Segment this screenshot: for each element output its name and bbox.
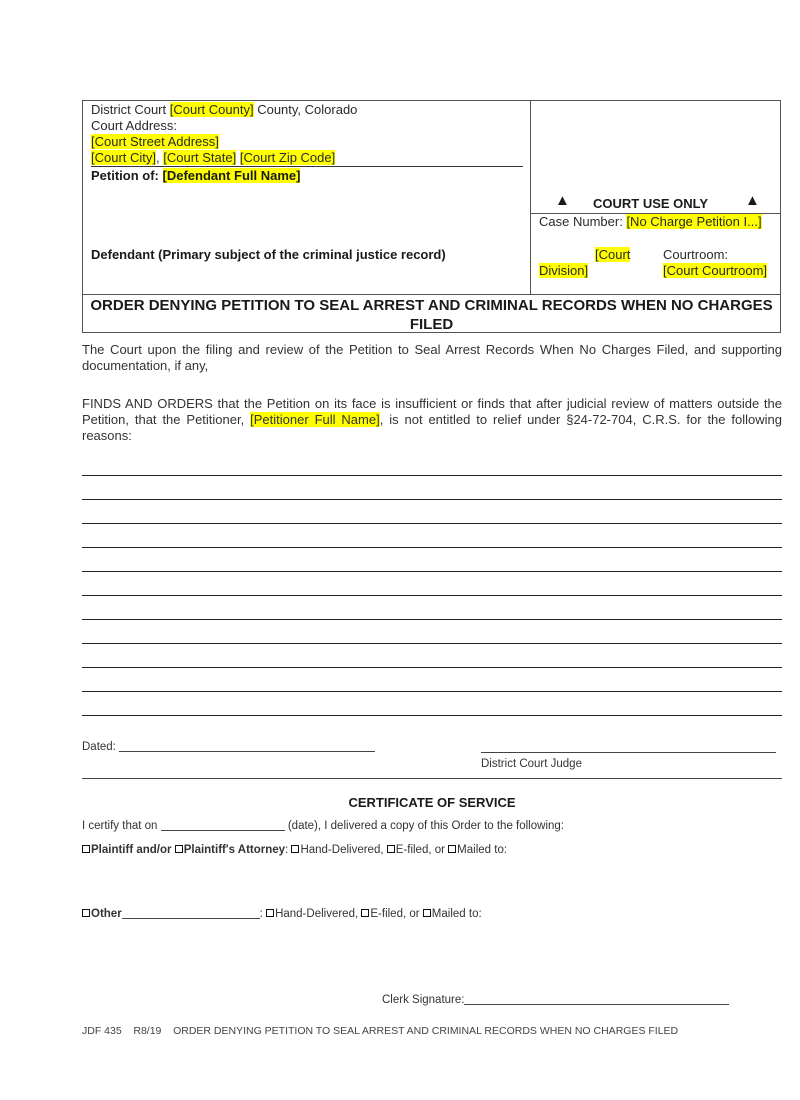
district-court-suffix: County, Colorado (257, 102, 358, 117)
other-label: Other (91, 908, 122, 920)
caption-left-cell (83, 101, 531, 294)
other-efiled-label: E-filed, or (370, 908, 420, 920)
plaintiff-checkbox[interactable] (82, 845, 90, 853)
clerk-signature-blank[interactable] (464, 1004, 729, 1005)
judge-signature-line[interactable] (481, 752, 776, 753)
certify-line (82, 819, 564, 833)
courtroom (663, 247, 773, 279)
findings-text-b: , is not entitled to relief under §24-72-704, C.R.S. for the following reasons: (82, 412, 782, 443)
plaintiff-attorney-label: Plaintiff's Attorney (183, 844, 286, 856)
caption-right-cell (531, 101, 780, 294)
other-blank[interactable] (122, 918, 260, 919)
dated-blank[interactable] (119, 751, 375, 752)
certificate-title: CERTIFICATE OF SERVICE (348, 795, 516, 810)
other-mailed-label: Mailed to: (431, 908, 482, 920)
reason-line[interactable] (82, 571, 782, 572)
reason-line[interactable] (82, 547, 782, 548)
order-title-cell (83, 294, 780, 332)
other-mailed-checkbox[interactable] (423, 909, 431, 917)
case-number-label: Case Number: (539, 214, 623, 229)
judge-label: District Court Judge (481, 758, 582, 770)
reason-line[interactable] (82, 691, 782, 692)
reason-line[interactable] (82, 643, 782, 644)
courtroom-field[interactable]: [Court Courtroom] (663, 263, 768, 278)
petition-of-line (91, 168, 300, 184)
order-title: ORDER DENYING PETITION TO SEAL ARREST AND CRIMINAL RECORDS WHEN NO CHARGES FILED (90, 297, 773, 333)
certify-text-b: (date), I delivered a copy of this Order to the following: (287, 820, 564, 832)
other-hand-delivered-checkbox[interactable] (266, 909, 274, 917)
reason-line[interactable] (82, 619, 782, 620)
certify-date-blank[interactable] (161, 830, 285, 831)
clerk-signature-label: Clerk Signature: (382, 994, 465, 1006)
court-county-field[interactable]: [Court County] (169, 102, 254, 117)
findings-paragraph (82, 396, 782, 444)
address-divider (91, 166, 523, 167)
case-number (539, 214, 763, 230)
court-state-field[interactable]: [Court State] (163, 150, 237, 165)
certify-text-a: I certify that on (82, 820, 158, 832)
case-number-field[interactable]: [No Charge Petition I...] (626, 214, 762, 229)
plaintiff-service-line: Plaintiff and/or Plaintiff's Attorney: Hand-Delivered, E-filed, or Mailed to: (82, 843, 507, 857)
court-address-label: Court Address: (91, 118, 177, 133)
hand-delivered-label: Hand-Delivered, (300, 844, 384, 856)
reason-line[interactable] (82, 475, 782, 476)
dated-label: Dated: (82, 741, 116, 753)
court-use-only-label: COURT USE ONLY (593, 196, 709, 211)
efiled-label: E-filed, or (395, 844, 445, 856)
other-efiled-checkbox[interactable] (361, 909, 369, 917)
court-zip-field[interactable]: [Court Zip Code] (239, 150, 336, 165)
reason-line[interactable] (82, 499, 782, 500)
other-service-line: Other : Hand-Delivered, E-filed, or Mailed to: (82, 907, 482, 921)
court-city-field[interactable]: [Court City] (91, 150, 157, 165)
findings-text-a: FINDS AND ORDERS that the Petition on its face is insufficient or finds that after judicial review of matters outside the Petition, that the Petitioner, (82, 396, 782, 427)
other-checkbox[interactable] (82, 909, 90, 917)
form-number: JDF 435 (82, 1025, 122, 1037)
division-field-part1[interactable]: [Court (595, 247, 631, 262)
clerk-signature-line (382, 993, 729, 1007)
court-street-field[interactable]: [Court Street Address] (91, 134, 219, 149)
reason-line[interactable] (82, 523, 782, 524)
reason-line[interactable] (82, 667, 782, 668)
plaintiff-attorney-checkbox[interactable] (175, 845, 183, 853)
arrow-up-icon: ▲ (555, 192, 570, 209)
arrow-up-icon: ▲ (745, 192, 760, 209)
defendant-name-field[interactable]: [Defendant Full Name] (162, 168, 301, 183)
form-footer (82, 1025, 678, 1037)
form-revision: R8/19 (133, 1025, 162, 1037)
petition-of-label: Petition of: (91, 168, 159, 183)
reason-line[interactable] (82, 715, 782, 716)
dated-line (82, 740, 375, 754)
section-divider (82, 778, 782, 779)
other-hand-delivered-label: Hand-Delivered, (275, 908, 359, 920)
courtroom-label: Courtroom: (663, 247, 729, 262)
efiled-checkbox[interactable] (387, 845, 395, 853)
district-court-prefix: District Court (91, 102, 167, 117)
defendant-label: Defendant (Primary subject of the criminal justice record) (91, 247, 446, 262)
plaintiff-label: Plaintiff and/or (91, 844, 172, 856)
court-address-block: District Court [Court County] County, Colorado Court Address: [Court Street Address] [Court City], [Court State] [Court Zip Code] (91, 102, 358, 165)
footer-form-title: ORDER DENYING PETITION TO SEAL ARREST AND CRIMINAL RECORDS WHEN NO CHARGES FILED (173, 1025, 679, 1037)
mailed-label: Mailed to: (457, 844, 508, 856)
division-field-part2[interactable]: Division] (539, 263, 589, 278)
mailed-checkbox[interactable] (448, 845, 456, 853)
case-caption (82, 100, 781, 333)
division (539, 247, 649, 279)
reason-line[interactable] (82, 595, 782, 596)
intro-paragraph: The Court upon the filing and review of the Petition to Seal Arrest Records When No Charges Filed, and supporting documentation, if any, (82, 342, 782, 373)
hand-delivered-checkbox[interactable] (291, 845, 299, 853)
petitioner-name-field[interactable]: [Petitioner Full Name] (250, 412, 380, 427)
